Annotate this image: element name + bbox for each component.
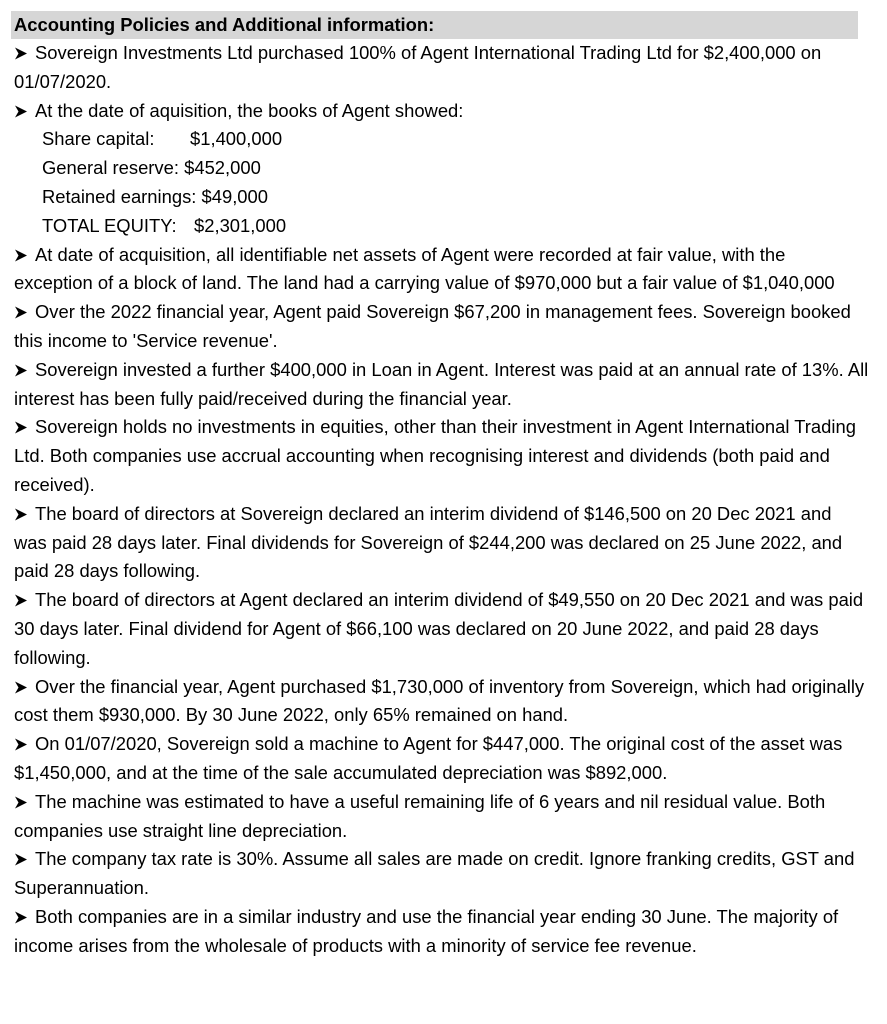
list-item-text: Sovereign invested a further $400,000 in Loan in Agent. Interest was paid at an annual rate of 13%. All interest has been fully paid/received during the financial year. (14, 358, 869, 409)
list-item (14, 97, 869, 126)
list-item (14, 586, 869, 672)
section-title: Accounting Policies and Additional information: (11, 11, 858, 39)
arrow-bullet-icon (14, 39, 35, 60)
equity-row-total (14, 212, 869, 241)
arrow-bullet-icon (14, 500, 35, 521)
arrow-bullet-icon (14, 298, 35, 319)
arrow-bullet-icon (14, 673, 35, 694)
general-reserve-label: General reserve: (42, 157, 179, 179)
list-item (14, 673, 869, 731)
retained-earnings-value: $49,000 (201, 185, 268, 207)
list-item-text: The company tax rate is 30%. Assume all sales are made on credit. Ignore franking credits, GST and Superannuation. (14, 848, 855, 899)
list-item (14, 500, 869, 586)
equity-row-share-capital (14, 125, 869, 154)
list-item-text: The board of directors at Agent declared an interim dividend of $49,550 on 20 Dec 2021 and was paid 30 days later. Final dividend for Agent of $66,100 was declared on 20 June 2022, and paid 28 days following. (14, 589, 864, 668)
list-item (14, 730, 869, 788)
arrow-bullet-icon (14, 356, 35, 377)
arrow-bullet-icon (14, 845, 35, 866)
list-item (14, 39, 869, 97)
equity-row-general-reserve (14, 154, 869, 183)
list-item-text: At the date of aquisition, the books of Agent showed: (35, 99, 464, 121)
list-item (14, 413, 869, 499)
list-item-text: On 01/07/2020, Sovereign sold a machine to Agent for $447,000. The original cost of the asset was $1,450,000, and at the time of the sale accumulated depreciation was $892,000. (14, 733, 843, 783)
list-item-text: Over the 2022 financial year, Agent paid Sovereign $67,200 in management fees. Sovereign booked this income to 'Service revenue'. (14, 301, 851, 351)
list-item (14, 356, 869, 414)
list-item (14, 788, 869, 846)
list-item-text: Both companies are in a similar industry and use the financial year ending 30 June. The majority of income arises from the wholesale of products with a minority of service fee revenue. (14, 905, 839, 956)
total-equity-label: TOTAL EQUITY: (42, 214, 177, 236)
list-item-text: The machine was estimated to have a useful remaining life of 6 years and nil residual value. Both companies use straight line depreciation. (14, 790, 826, 841)
list-item (14, 903, 869, 961)
retained-earnings-label: Retained earnings: (42, 185, 197, 207)
arrow-bullet-icon (14, 413, 35, 434)
arrow-bullet-icon (14, 788, 35, 809)
arrow-bullet-icon (14, 97, 35, 118)
list-item (14, 298, 869, 356)
list-item-text: Sovereign Investments Ltd purchased 100% of Agent International Trading Ltd for $2,400,000 on 01/07/2020. (14, 42, 822, 92)
list-item-text: Sovereign holds no investments in equities, other than their investment in Agent International Trading Ltd. Both companies use accrual accounting when recognising interest and dividends (both paid and received). (14, 416, 856, 495)
arrow-bullet-icon (14, 586, 35, 607)
arrow-bullet-icon (14, 730, 35, 751)
general-reserve-value: $452,000 (184, 157, 261, 179)
list-item-text: At date of acquisition, all identifiable net assets of Agent were recorded at fair value, with the exception of a block of land. The land had a carrying value of $970,000 but a fair value of $1,040,000 (14, 243, 835, 294)
total-equity-value: $2,301,000 (194, 214, 287, 236)
list-item (14, 845, 869, 903)
share-capital-label: Share capital: (42, 128, 155, 150)
share-capital-value: $1,400,000 (190, 128, 283, 150)
list-item-text: The board of directors at Sovereign declared an interim dividend of $146,500 on 20 Dec 2021 and was paid 28 days later. Final dividends for Sovereign of $244,200 was declared on 25 June 2022, and paid 28 days following. (14, 502, 843, 582)
info-list (14, 39, 869, 961)
arrow-bullet-icon (14, 903, 35, 924)
list-item-text: Over the financial year, Agent purchased $1,730,000 of inventory from Sovereign, which had originally cost them $930,000. By 30 June 2022, only 65% remained on hand. (14, 675, 865, 726)
equity-row-retained-earnings (14, 183, 869, 212)
arrow-bullet-icon (14, 241, 35, 262)
list-item (14, 241, 869, 299)
